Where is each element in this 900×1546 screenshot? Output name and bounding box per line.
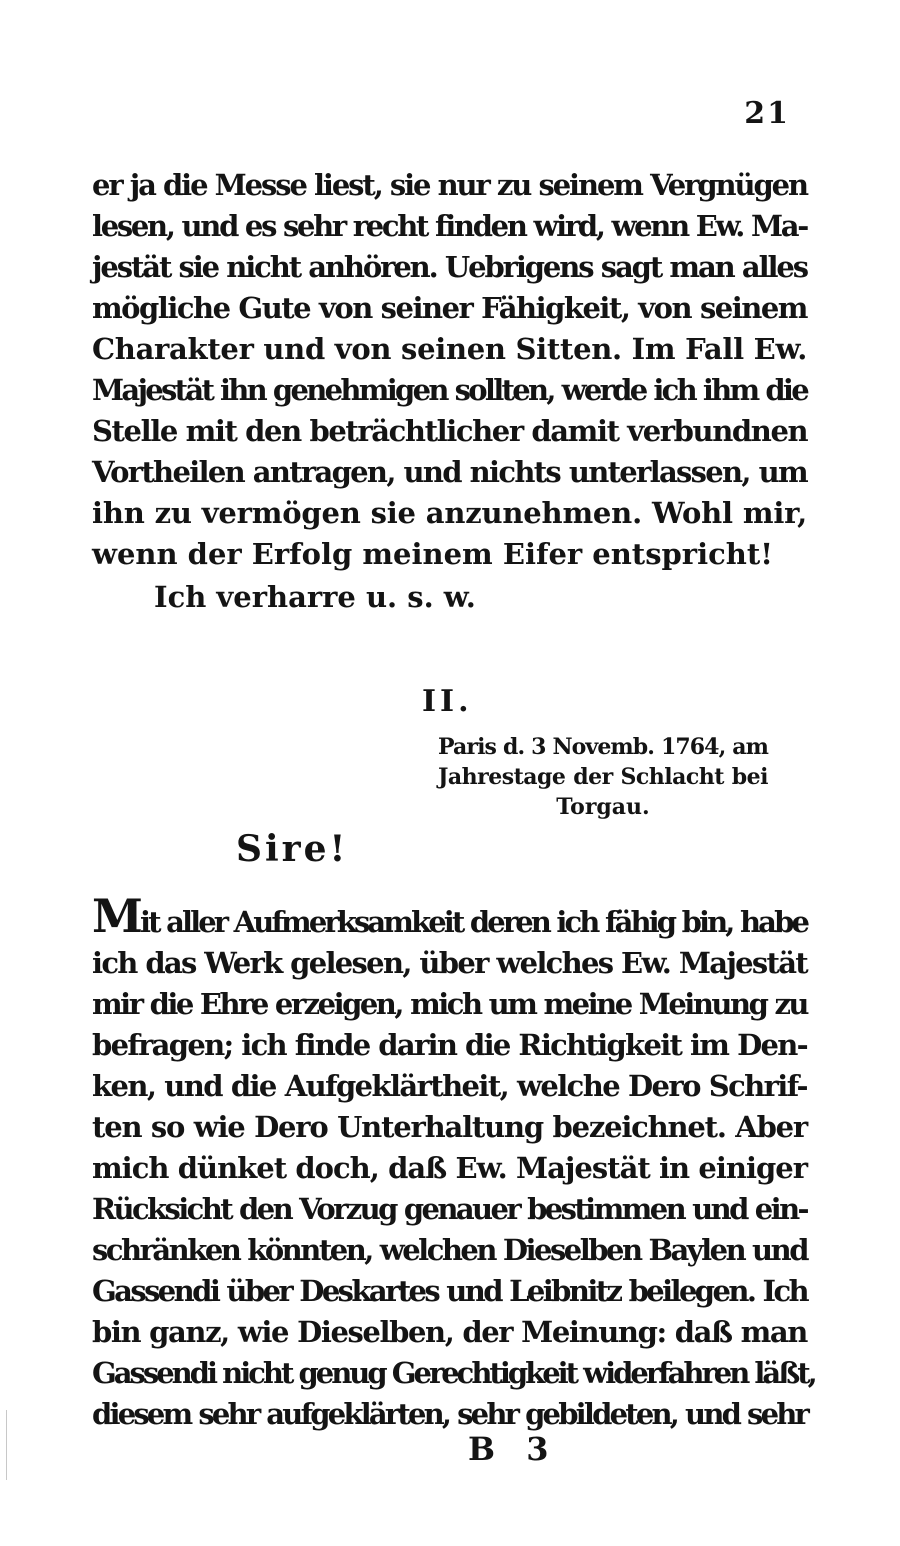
dateline [438,732,768,822]
letter-body-paragraph [92,889,815,1435]
closing-formula [92,577,807,618]
text-line: diesem sehr aufgeklärten, sehr gebildeten, und sehr [92,1397,807,1431]
text-line: mir die Ehre erzeigen, mich um meine Meinung zu [92,987,807,1021]
text-line: Rücksicht den Vorzug genauer bestimmen und ein- [92,1192,807,1226]
text-line: ich das Werk gelesen, über welches Ew. Majestät [92,946,807,980]
drop-cap: M [92,889,141,943]
text-line: Majestät ihn genehmigen sollten, werde ich ihm die [92,373,807,407]
text-line: Vortheilen antragen, und nichts unterlassen, um [92,455,807,489]
text-line: Stelle mit den beträchtlicher damit verbundnen [92,414,808,448]
text-line: Gassendi über Deskartes und Leibnitz beilegen. Ich [92,1274,807,1308]
text-line: Charakter und von seinen Sitten. Im Fall Ew. [92,332,807,366]
scan-edge-line [6,1410,7,1480]
text-line: schränken könnten, welchen Dieselben Baylen und [92,1233,807,1267]
dateline-line: Jahrestage der Schlacht bei [438,764,768,790]
text-line: ihn zu vermögen sie anzunehmen. Wohl mir, [92,496,807,530]
text-line: Gassendi nicht genug Gerechtigkeit widerfahren läßt, [92,1356,815,1390]
text-line: mögliche Gute von seiner Fähigkeit, von seinem [92,291,807,325]
paragraph-continuation [92,165,807,575]
letter-number: II. [422,684,473,719]
text-line-first [92,889,807,943]
dateline-line: Torgau. [556,794,650,820]
page-number: 21 [744,96,790,131]
text-line: wenn der Erfolg meinem Eifer entspricht! [92,537,773,571]
signature-mark: B 3 [468,1430,559,1468]
text-line: ten so wie Dero Unterhaltung bezeichnet. Aber [92,1110,807,1144]
first-line-text: it aller Aufmerksamkeit deren ich fähig bin, habe [140,905,807,939]
salutation: Sire! [236,828,349,870]
closing-line: Ich verharre u. s. w. [154,580,476,614]
text-line: lesen, und es sehr recht finden wird, wenn Ew. Ma- [92,209,807,243]
text-line: befragen; ich finde darin die Richtigkeit im Den- [92,1028,807,1062]
text-line: bin ganz, wie Dieselben, der Meinung: daß man [92,1315,807,1349]
dateline-line: Paris d. 3 Novemb. 1764, am [438,734,768,760]
text-line: ken, und die Aufgeklärtheit, welche Dero Schrif- [92,1069,807,1103]
text-line: er ja die Messe liest, sie nur zu seinem Vergnügen [92,168,807,202]
text-line: mich dünket doch, daß Ew. Majestät in einiger [92,1151,807,1185]
text-line: jestät sie nicht anhören. Uebrigens sagt man alles [92,250,807,284]
